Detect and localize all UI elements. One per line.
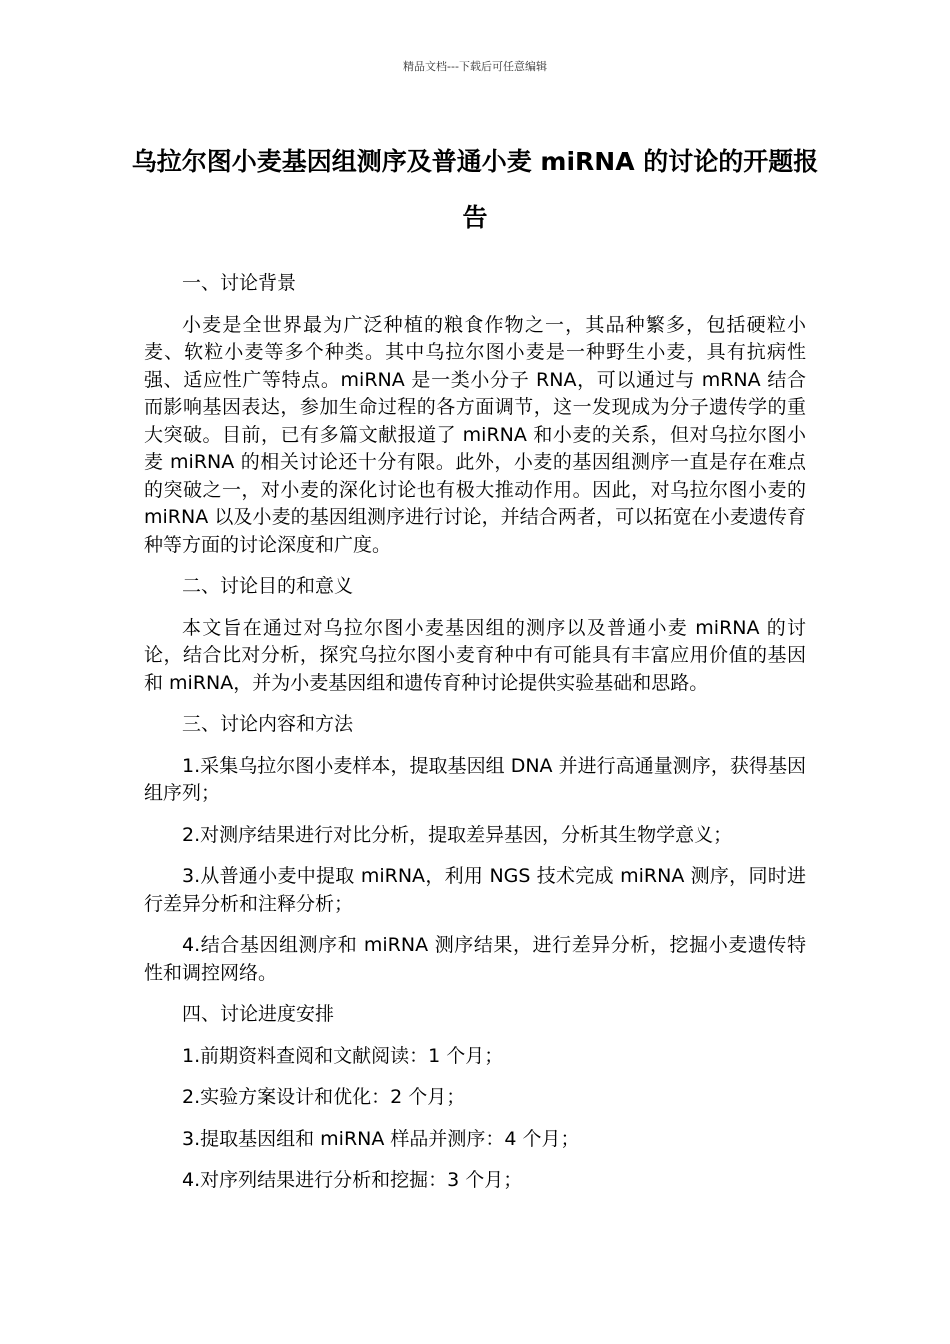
section-1-heading: 一、讨论背景 [182,272,297,294]
section-4-item: 4.对序列结果进行分析和挖掘：3 个月； [182,1169,523,1191]
section-4-heading: 四、讨论进度安排 [182,1003,335,1025]
section-1-paragraph: 小麦是全世界最为广泛种植的粮食作物之一，其品种繁多，包括硬粒小麦、软粒小麦等多个种类。其中乌拉尔图小麦是一种野生小麦，具有抗病性强、适应性广等特点。miRNA 是一类小分子 RNA，可以通过与 mRNA 结合而影响基因表达，参加生命过程的各方面调节，这一发现成为分子遗传学的重大突破。目前，已有多篇文献报道了 miRNA 和小麦的关系，但对乌拉尔图小麦 miRNA 的相关讨论还十分有限。此外，小麦的基因组测序一直是存在难点的突破之一，对小麦的深化讨论也有极大推动作用。因此，对乌拉尔图小麦的 miRNA 以及小麦的基因组测序进行讨论，并结合两者，可以拓宽在小麦遗传育种等方面的讨论深度和广度。 [144,313,806,556]
header-note: 精品文档---下载后可任意编辑 [403,60,547,73]
section-3-heading: 三、讨论内容和方法 [182,713,354,735]
section-3-item: 1.采集乌拉尔图小麦样本，提取基因组 DNA 并进行高通量测序，获得基因组序列； [144,754,806,804]
section-2-paragraph: 本文旨在通过对乌拉尔图小麦基因组的测序以及普通小麦 miRNA 的讨论，结合比对分析，探究乌拉尔图小麦育种中有可能具有丰富应用价值的基因和 miRNA，并为小麦基因组和遗传育种讨论提供实验基础和思路。 [144,616,806,694]
section-4-item: 2.实验方案设计和优化：2 个月； [182,1086,466,1108]
section-4-item: 3.提取基因组和 miRNA 样品并测序：4 个月； [182,1127,580,1150]
section-3-item: 2.对测序结果进行对比分析，提取差异基因，分析其生物学意义； [182,823,733,846]
section-2-heading: 二、讨论目的和意义 [182,575,354,597]
document-body [144,270,806,1209]
section-3-item: 4.结合基因组测序和 miRNA 测序结果，进行差异分析，挖掘小麦遗传特性和调控网络。 [144,934,806,984]
section-4-item: 1.前期资料查阅和文献阅读：1 个月； [182,1044,504,1067]
document-title: 乌拉尔图小麦基因组测序及普通小麦 miRNA 的讨论的开题报告 [131,147,819,232]
section-3-item: 3.从普通小麦中提取 miRNA，利用 NGS 技术完成 miRNA 测序，同时进行差异分析和注释分析； [144,865,806,915]
